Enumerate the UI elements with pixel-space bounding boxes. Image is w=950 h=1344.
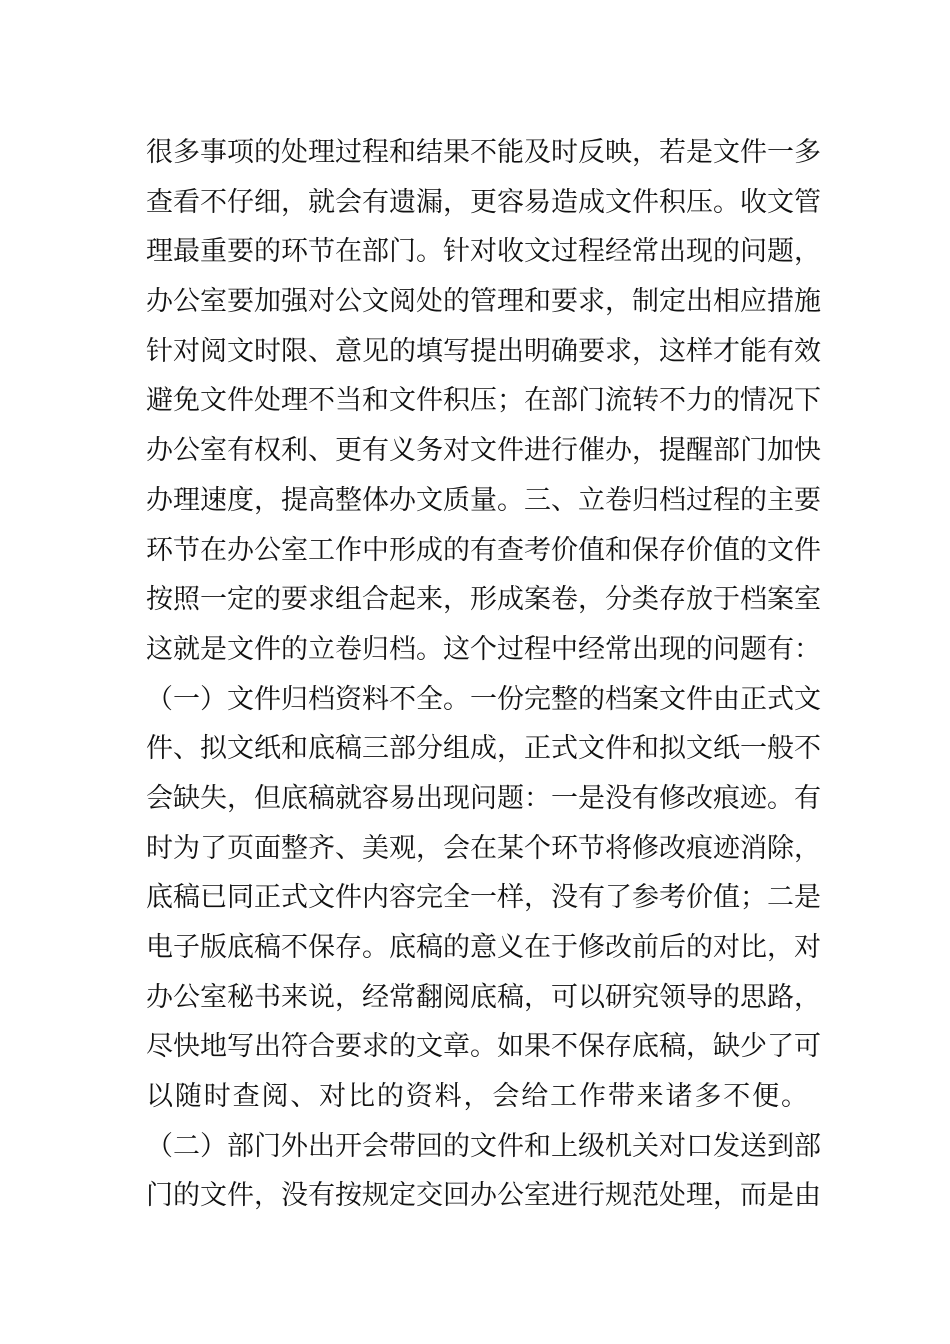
- text-line: 环节在办公室工作中形成的有查考价值和保存价值的文件: [146, 534, 821, 566]
- body-text: [146, 128, 821, 1221]
- text-line: 理最重要的环节在部门。针对收文过程经常出现的问题，: [146, 236, 821, 268]
- text-line: 按照一定的要求组合起来，形成案卷，分类存放于档案室: [146, 584, 821, 616]
- text-line: 办理速度，提高整体办文质量。三、立卷归档过程的主要: [146, 484, 821, 516]
- text-line: 门的文件，没有按规定交回办公室进行规范处理，而是由: [146, 1180, 821, 1212]
- text-line: 会缺失，但底稿就容易出现问题：一是没有修改痕迹。有: [146, 782, 821, 814]
- text-line: 这就是文件的立卷归档。这个过程中经常出现的问题有：: [146, 633, 821, 665]
- text-line: （二）部门外出开会带回的文件和上级机关对口发送到部: [146, 1130, 821, 1162]
- text-line: 针对阅文时限、意见的填写提出明确要求，这样才能有效: [146, 335, 821, 367]
- text-line: （一）文件归档资料不全。一份完整的档案文件由正式文: [146, 683, 821, 715]
- text-line: 以随时查阅、对比的资料，会给工作带来诸多不便。: [146, 1081, 808, 1113]
- text-line: 避免文件处理不当和文件积压；在部门流转不力的情况下: [146, 385, 821, 417]
- text-line: 件、拟文纸和底稿三部分组成，正式文件和拟文纸一般不: [146, 733, 821, 765]
- text-line: 很多事项的处理过程和结果不能及时反映，若是文件一多: [146, 137, 821, 168]
- text-line: 尽快地写出符合要求的文章。如果不保存底稿，缺少了可: [146, 1031, 821, 1063]
- text-line: 查看不仔细，就会有遗漏，更容易造成文件积压。收文管: [146, 186, 821, 218]
- text-line: 办公室秘书来说，经常翻阅底稿，可以研究领导的思路，: [146, 981, 821, 1013]
- text-line: 电子版底稿不保存。底稿的意义在于修改前后的对比，对: [146, 932, 821, 963]
- text-line: 办公室要加强对公文阅处的管理和要求，制定出相应措施: [146, 286, 821, 318]
- text-line: 办公室有权利、更有义务对文件进行催办，提醒部门加快: [146, 435, 821, 467]
- text-line: 底稿已同正式文件内容完全一样，没有了参考价值；二是: [146, 882, 821, 914]
- text-line: 时为了页面整齐、美观，会在某个环节将修改痕迹消除，: [146, 832, 821, 864]
